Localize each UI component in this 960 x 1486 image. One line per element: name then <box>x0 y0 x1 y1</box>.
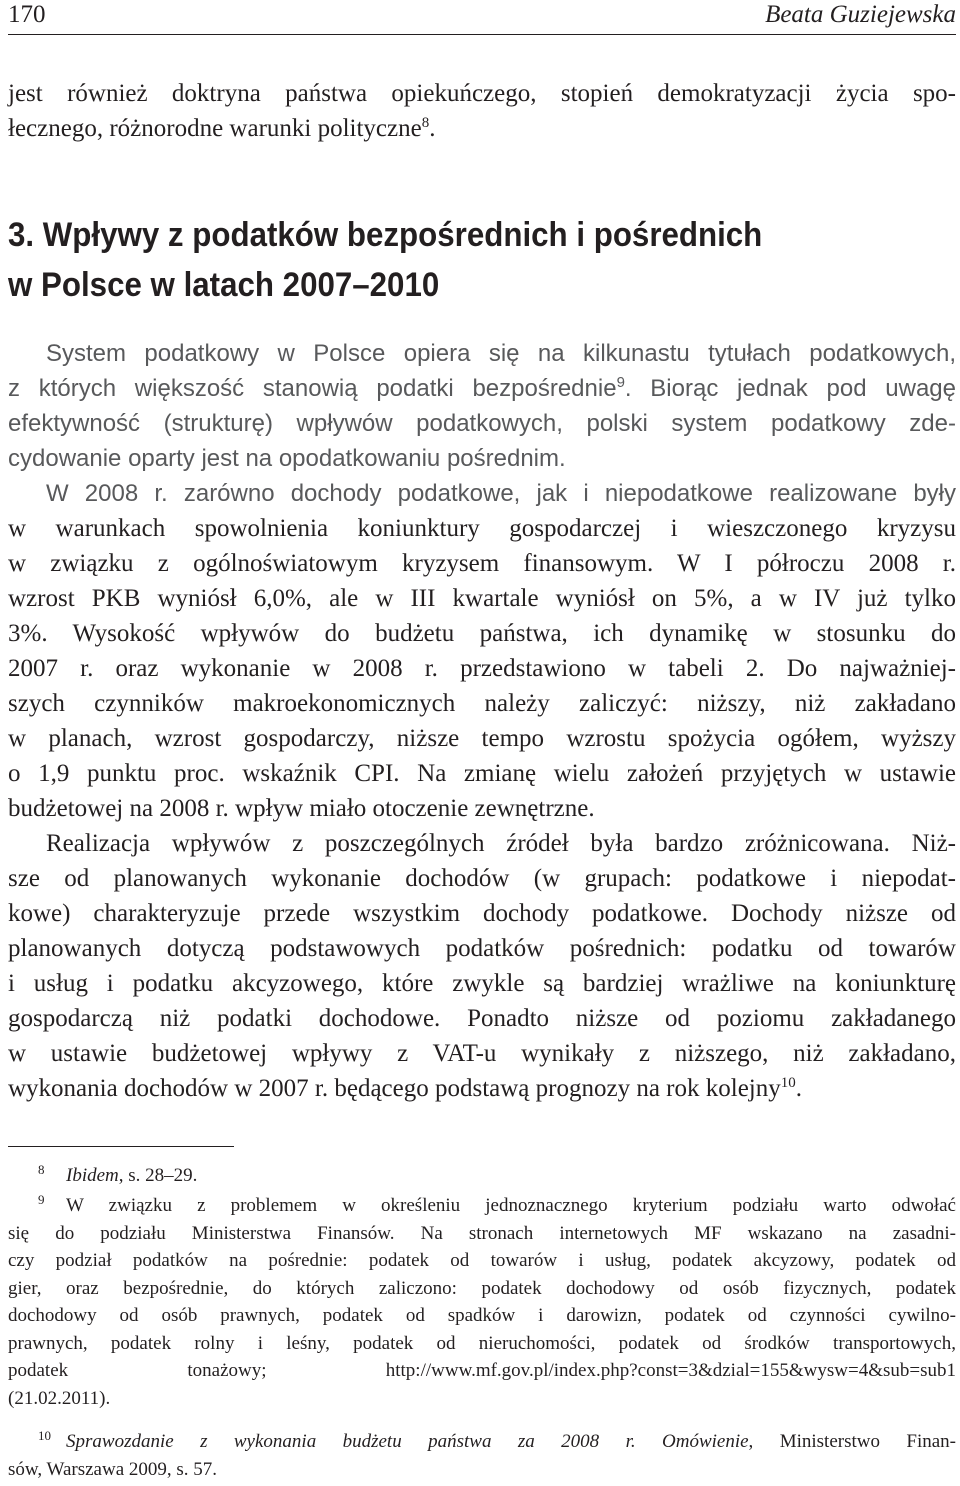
text-fragment: zarówno dochody podatkowe, jak i niepodatkowe realizowane były <box>167 480 956 507</box>
text-line: budżetowej na 2008 r. wpływ miało otoczenie zewnętrzne. <box>8 795 595 822</box>
text-fragment: , Ministerstwo Finan- <box>748 1431 956 1452</box>
text-line: (21.02.2011). <box>8 1387 111 1409</box>
text-fragment: z których większość stanowią podatki bezpośrednie <box>8 375 617 402</box>
text-line <box>8 371 956 406</box>
footnote-9 <box>8 1192 956 1412</box>
footnote-number <box>8 1162 66 1190</box>
footnote-marker: 8 <box>38 1162 45 1177</box>
footnote-marker: 10 <box>38 1428 51 1443</box>
text-line: sze od planowanych wykonanie dochodów (w grupach: podatkowe i niepodat- <box>8 865 956 892</box>
text-line: podatek tonażowy; http://www.mf.gov.pl/index.php?const=3&dzial=155&wysw=4&sub=sub1 <box>8 1360 956 1381</box>
text-line: 3%. Wysokość wpływów do budżetu państwa, ich dynamikę w stosunku do <box>8 620 956 647</box>
text-line <box>8 1071 956 1106</box>
text-line: w ustawie budżetowej wpływy z VAT-u wynikały z niższego, niż zakładano, <box>8 1040 956 1067</box>
text-line: w warunkach spowolnienia koniunktury gospodarczej i wieszczonego kryzysu <box>8 515 956 542</box>
running-header-author: Beata Guziejewska <box>765 1 956 28</box>
text-line <box>8 1162 956 1190</box>
text-fragment: . <box>795 1075 802 1102</box>
page-number: 170 <box>8 1 46 28</box>
text-line: się do podziału Ministerstwa Finansów. Na stronach internetowych MF wskazano na zasadni- <box>8 1222 956 1244</box>
text-line: o 1,9 punktu proc. wskaźnik CPI. Na zmianę wielu założeń przyjętych w ustawie <box>8 760 956 787</box>
footnote-number <box>8 1192 66 1220</box>
text-fragment: . Biorąc jednak pod uwagę <box>624 375 956 402</box>
text-line: efektywność (strukturę) wpływów podatkowych, polski system podatkowy zde- <box>8 410 956 437</box>
text-line: w planach, wzrost gospodarczy, niższe tempo wzrostu spożycia ogółem, wyższy <box>8 725 956 752</box>
text-line: kowe) charakteryzuje przede wszystkim dochody podatkowe. Dochody niższe od <box>8 900 956 927</box>
text-line: System podatkowy w Polsce opiera się na kilkunastu tytułach podatkowych, <box>46 340 956 367</box>
body-paragraph-sans <box>8 336 956 511</box>
text-line: w związku z ogólnoświatowym kryzysem finansowym. W I półroczu 2008 r. <box>8 550 956 577</box>
text-line: wzrost PKB wyniósł 6,0%, ale w III kwartale wyniósł on 5%, a w IV już tylko <box>8 585 956 612</box>
text-line <box>8 1192 956 1220</box>
text-fragment: wykonania dochodów w 2007 r. będącego podstawą prognozy na rok kolejny <box>8 1075 781 1102</box>
text-line: czy podział podatków na pośrednie: podatek od towarów i usług, podatek akcyzowy, podatek od <box>8 1250 956 1271</box>
text-line: prawnych, podatek rolny i leśny, podatek od nieruchomości, podatek od środków transportowych, <box>8 1332 956 1354</box>
footnote-divider <box>8 1146 234 1147</box>
text-fragment: W związku z problemem w określeniu jednoznacznego kryterium podziału warto odwołać <box>66 1195 956 1216</box>
footnote-ref-10[interactable]: 10 <box>780 1075 796 1091</box>
text-line: szych czynników makroekonomicznych należy zaliczyć: niższy, niż zakładano <box>8 690 956 717</box>
text-fragment: łecznego, różnorodne warunki polityczne <box>8 115 422 142</box>
footnote-10 <box>8 1428 956 1483</box>
text-line: cydowanie oparty jest na opodatkowaniu pośrednim. <box>8 445 566 472</box>
section-heading <box>8 210 880 310</box>
body-paragraph-2 <box>8 826 956 1106</box>
heading-line: w Polsce w latach 2007–2010 <box>8 266 440 304</box>
text-line <box>8 111 956 146</box>
text-line: gier, oraz bezpośrednie, do których zaliczono: podatek dochodowy od osób fizycznych, podatek <box>8 1277 956 1299</box>
text-line <box>8 476 956 511</box>
text-fragment: , s. 28–29. <box>118 1165 198 1186</box>
text-line: jest również doktryna państwa opiekuńczego, stopień demokratyzacji życia spo- <box>8 80 956 107</box>
footnote-number <box>8 1428 66 1456</box>
footnote-marker: 9 <box>38 1192 45 1207</box>
text-fragment: W 2008 r. <box>46 480 168 507</box>
text-line: dochodowy od osób prawnych, podatek od spadków i darowizn, podatek od czynności cywilno- <box>8 1305 956 1326</box>
text-line: Realizacja wpływów z poszczególnych źródeł była bardzo zróżnicowana. Niż- <box>46 830 956 857</box>
intro-paragraph <box>8 76 956 146</box>
text-line: gospodarczą niż podatki dochodowe. Ponadto niższe od poziomu zakładanego <box>8 1005 956 1032</box>
text-line: sów, Warszawa 2009, s. 57. <box>8 1458 218 1480</box>
footnote-italic: Sprawozdanie z wykonania budżetu państwa za 2008 r. Omówienie <box>66 1431 749 1452</box>
text-fragment: . <box>429 115 436 142</box>
text-line: 2007 r. oraz wykonanie w 2008 r. przedstawiono w tabeli 2. Do najważniej- <box>8 655 956 682</box>
footnote-ref-8[interactable]: 8 <box>421 115 430 131</box>
heading-line: 3. Wpływy z podatków bezpośrednich i pośrednich <box>8 216 763 254</box>
running-header <box>8 0 956 35</box>
body-paragraph-1 <box>8 511 956 826</box>
text-line <box>8 1428 956 1456</box>
footnote-italic: Ibidem <box>66 1165 119 1186</box>
text-line: planowanych dotyczą podstawowych podatków pośrednich: podatku od towarów <box>8 935 956 962</box>
text-line: i usług i podatku akcyzowego, które zwykle są bardziej wrażliwe na koniunkturę <box>8 970 956 997</box>
footnote-ref-9[interactable]: 9 <box>616 374 625 391</box>
footnote-8 <box>8 1162 956 1190</box>
